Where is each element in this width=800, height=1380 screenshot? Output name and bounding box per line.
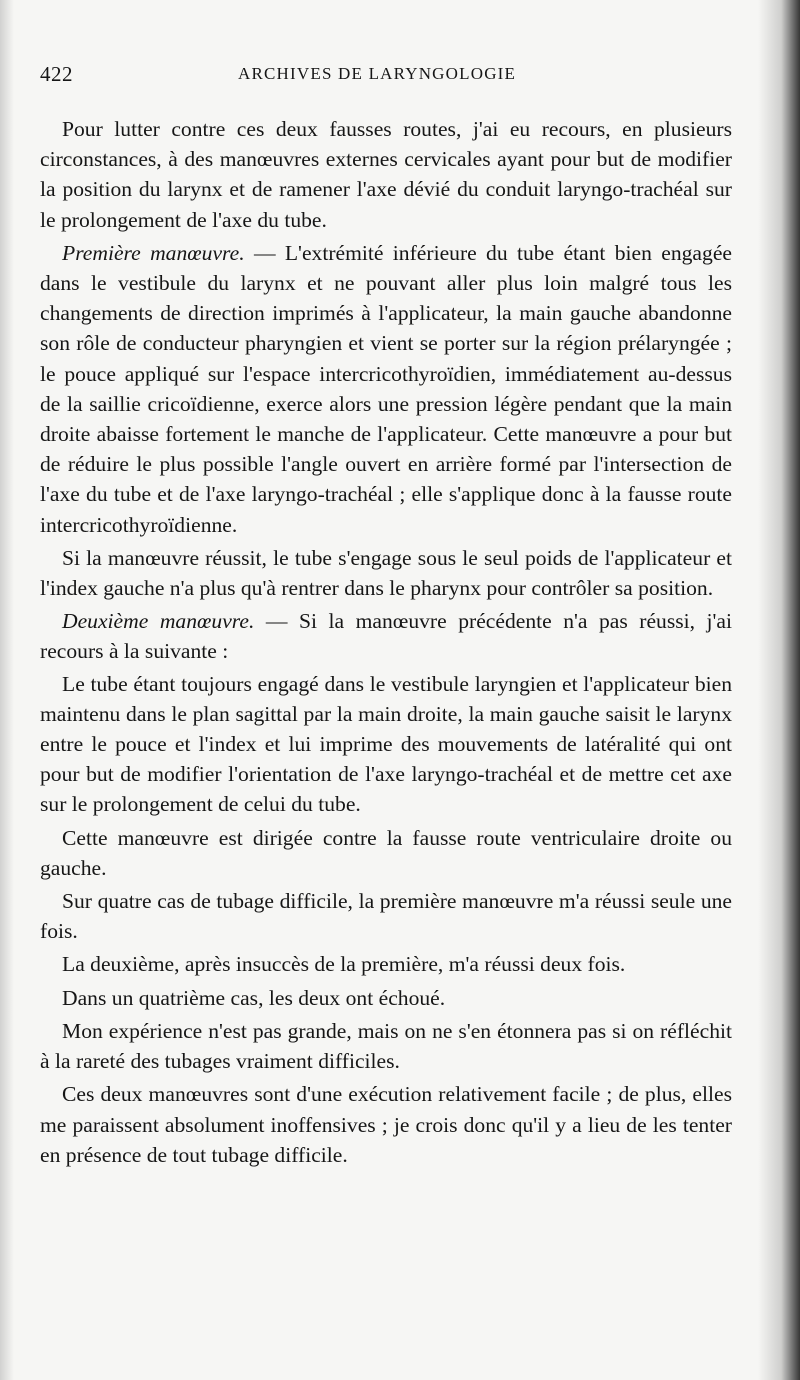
paragraph-text: Ces deux manœuvres sont d'une exécution relativement facile ; de plus, elles me paraissent absolument inoffensives ; je crois donc qu'il y a lieu de les tenter en présence de tout tubage difficile.: [40, 1082, 732, 1167]
paragraph-conclusion: [40, 1079, 732, 1170]
paragraph-text: Si la manœuvre réussit, le tube s'engage sous le seul poids de l'applicateur et l'index gauche n'a plus qu'à rentrer dans le pharynx pour contrôler sa position.: [40, 545, 732, 601]
section-lead-premiere-manoeuvre: Première manœuvre.: [62, 240, 245, 265]
page-number: 422: [40, 62, 73, 86]
paragraph-premiere-manoeuvre: [40, 238, 732, 540]
paragraph-reussite: [40, 543, 732, 603]
paragraph-text: — L'extrémité inférieure du tube étant bien engagée dans le vestibule du larynx et ne pouvant aller plus loin malgré tous les changements de direction imprimés à l'applicateur, la main gauche abandonne son rôle de conducteur pharyngien et vient se porter sur la région prélaryngée ; le pouce appliqué sur l'espace intercricothyroïdien, immédiatement au-dessus de la saillie cricoïdienne, exerce alors une pression légère pendant que la main droite abaisse fortement le manche de l'applicateur. Cette manœuvre a pour but de réduire le plus possible l'angle ouvert en arrière formé par l'intersection de l'axe du tube et de l'axe laryngo-trachéal ; elle s'applique donc à la fausse route intercricothyroïdienne.: [40, 240, 732, 537]
paragraph-text: Le tube étant toujours engagé dans le vestibule laryngien et l'applicateur bien maintenu dans le plan sagittal par la main droite, la main gauche saisit le larynx entre le pouce et l'index et lui imprime des mouvements de latéralité qui ont pour but de modifier l'orientation de l'axe laryngo-trachéal et de mettre cet axe sur le prolongement de celui du tube.: [40, 671, 732, 817]
page-right-edge-shadow: [758, 0, 800, 1380]
page-header: [40, 62, 740, 92]
paragraph-description: [40, 669, 732, 820]
page-left-edge-shadow: [0, 0, 14, 1380]
paragraph-experience: [40, 1016, 732, 1076]
paragraph-quatre-cas: [40, 886, 732, 946]
section-lead-deuxieme-manoeuvre: Deuxième manœuvre.: [62, 609, 255, 634]
paragraph-text: La deuxième, après insuccès de la première, m'a réussi deux fois.: [62, 952, 626, 977]
paragraph-text: Cette manœuvre est dirigée contre la fausse route ventriculaire droite ou gauche.: [40, 825, 732, 880]
paragraph-text: — Si la manœuvre précédente n'a pas réussi, j'ai recours à la suivante :: [40, 609, 732, 664]
paragraph-text: Sur quatre cas de tubage difficile, la première manœuvre m'a réussi seule une fois.: [40, 889, 732, 944]
paragraph-text: Pour lutter contre ces deux fausses routes, j'ai eu recours, en plusieurs circonstances, à des manœuvres externes cervicales ayant pour but de modifier la position du larynx et de ramener l'axe dévié du conduit laryngo-trachéal sur le prolongement de l'axe du tube.: [40, 117, 732, 232]
paragraph-intro: [40, 114, 732, 235]
paragraph-fausse-route: [40, 823, 732, 883]
body-text: [40, 114, 732, 1173]
paragraph-text: Dans un quatrième cas, les deux ont échoué.: [62, 985, 446, 1010]
paragraph-deuxieme-resultat: [40, 949, 732, 979]
paragraph-deuxieme-manoeuvre: [40, 606, 732, 666]
paragraph-text: Mon expérience n'est pas grande, mais on ne s'en étonnera pas si on réfléchit à la rareté des tubages vraiment difficiles.: [40, 1018, 732, 1074]
paragraph-echec: [40, 983, 732, 1013]
running-title: ARCHIVES DE LARYNGOLOGIE: [238, 64, 517, 83]
